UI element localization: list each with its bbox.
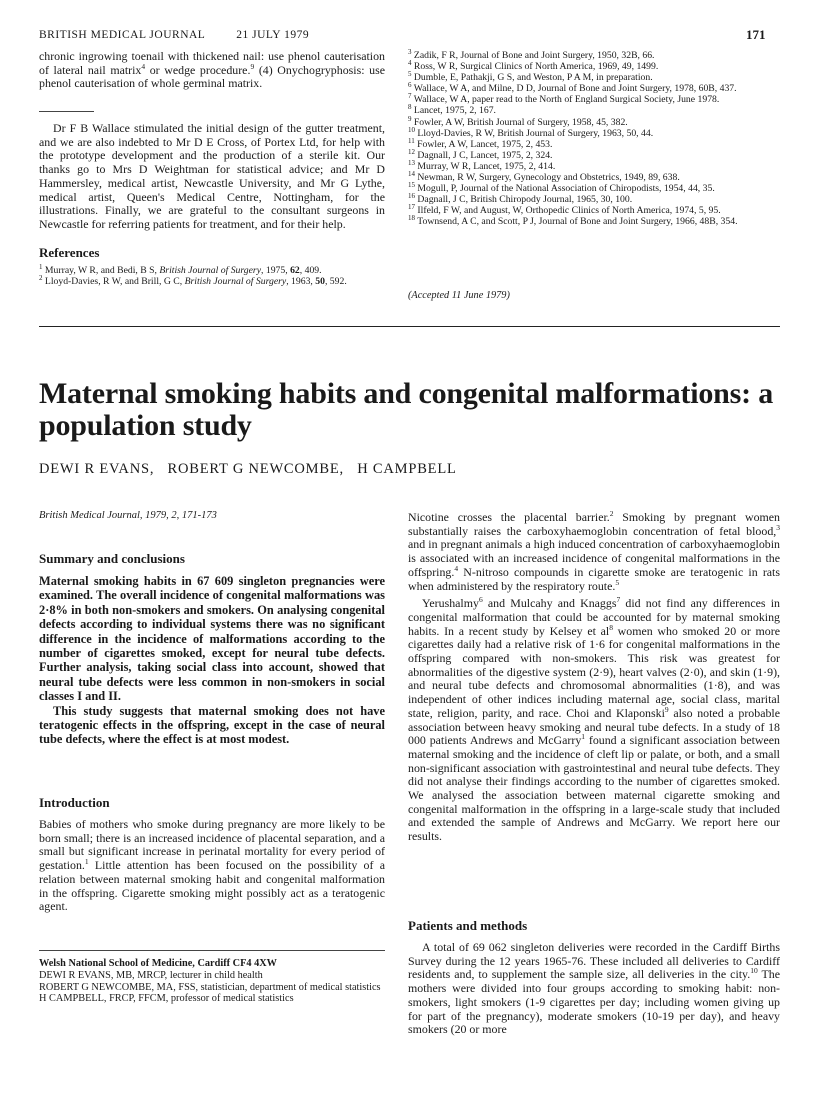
methods-heading: Patients and methods: [408, 918, 528, 933]
divider: [39, 111, 94, 112]
accepted-date: (Accepted 11 June 1979): [408, 290, 510, 301]
reference-text: Mogull, P, Journal of the National Association of Chiropodists, 1954, 44, 35.: [415, 183, 715, 195]
reference-item: [408, 114, 780, 128]
reference-item: [408, 47, 780, 61]
reference-item: [408, 136, 780, 150]
reference-number: 16: [408, 191, 415, 200]
reference-item: [408, 125, 780, 139]
article-authors: DEWI R EVANS, ROBERT G NEWCOMBE, H CAMPBELL: [39, 461, 457, 477]
body-paragraph: Nicotine crosses the placental barrier.$^2$ Smoking by pregnant women substantially raises the carboxyhaemoglobin concentration of fetal blood,$^3$ and in pregnant animals a high induced concentration of carboxyhaemoglobin is associated with an increased incidence of congenital malformations in the offspring.$^4$ N-nitroso compounds in cigarette smoke are teratogenic in rats when administered by the respiratory route.$^5$: [408, 509, 780, 593]
reference-number: 15: [408, 180, 415, 189]
reference-number: 7: [408, 92, 412, 101]
references-heading: References: [39, 245, 100, 260]
reference-text: Murray, W R, Lancet, 1975, 2, 414.: [415, 160, 556, 172]
reference-text: Townsend, A C, and Scott, P J, Journal of Bone and Joint Surgery, 1966, 48B, 354.: [415, 216, 738, 228]
reference-number: 11: [408, 136, 415, 145]
reference-item: [408, 94, 780, 105]
introduction-heading: Introduction: [39, 795, 110, 810]
reference-item: [408, 216, 780, 227]
summary-heading: Summary and conclusions: [39, 551, 185, 566]
summary-paragraph: Maternal smoking habits in 67 609 singleton pregnancies were examined. The overall incidence of congenital malformations was 2·8% in both non-smokers and smokers. On analysing congenital defects according to individual systems there was no significant difference in the incidence of malformations according to the number of cigarettes smoked, except for neural tube defects. Further analysis, taking social class into account, showed that neural tube defects were less common in non-smokers in social classes I and II.: [39, 574, 385, 704]
reference-item: $^2$ Lloyd-Davies, R W, and Brill, G C, British Journal of Surgery, 1963, 50, 592.: [39, 273, 347, 288]
body-paragraph: Yerushalmy$^6$ and Mulcahy and Knaggs$^7$ did not find any differences in congenital malformation that could be accounted for by maternal smoking habits. In a recent study by Kelsey et $al^8$ women who smoked 20 or more cigarettes daily had a relative risk of 1·6 for congenital malformations in the offspring compared with non-smokers. This risk was greatest for abnormalities of the digestive system (2·9), heart valves (2·0), and skin (1·9), and neural tube defects and chromosomal abnormalities (1·8), and was independent of other indices including maternal age, social class, marital state, religion, parity, and race. Choi and Klaponski$^9$ also noted a probable association between heavy smoking and neural tube defects. In a study of 18 000 patients Andrews and McGarry$^1$ found a significant association between maternal smoking and the incidence of cleft lip or palate, or both, and a small non-significant association with gastrointestinal and neural tube defects. They did not analyse their findings according to the number of cigarettes smoked. We analysed the association between maternal cigarette smoking and congenital malformation in the offspring in a large-scale study that included and extended the sample of Andrews and McGarry. We report here our results.: [408, 595, 780, 844]
reference-text: Lancet, 1975, 2, 167.: [411, 105, 496, 117]
methods-body: [408, 941, 780, 1037]
reference-number: 4: [408, 58, 412, 67]
reference-item: [408, 191, 780, 206]
intro-paragraph: Babies of mothers who smoke during pregnancy are more likely to be born small; there is an increased incidence of placental separation, and a small but significant increase in perinatal mortality for every period of gestation.$^1$ Little attention has been focused on the possibility of a relation between maternal smoking habit and congenital malformation in the offspring. Cigarette smoking might possibly act as a teratogenic agent.: [39, 817, 385, 914]
introduction-body: [39, 818, 385, 914]
methods-paragraph: A total of 69 062 singleton deliveries were recorded in the Cardiff Births Survey during the 12 years 1965-76. These included all deliveries to Cardiff residents and, to supplement the sample size, all deliveries in the city.$^{10}$ The mothers were divided into four groups according to smoking habit: non-smokers, light smokers (1-9 cigarettes per day; including women giving up for part of the pregnancy), moderate smokers (10-19 per day), and heavy smokers (20 or more: [408, 940, 780, 1037]
reference-number: 12: [408, 147, 415, 156]
affiliation-author: DEWI R EVANS, MB, MRCP, lecturer in child health: [39, 969, 263, 981]
reference-text: Fowler, A W, Lancet, 1975, 2, 453.: [414, 138, 553, 150]
affiliation-author: H CAMPBELL, FRCP, FFCM, professor of medical statistics: [39, 993, 294, 1005]
reference-number: 6: [408, 81, 412, 90]
reference-item: [408, 147, 780, 161]
reference-text: Dumble, E, Pathakji, G S, and Weston, P A M, in preparation.: [411, 72, 653, 84]
article-title: Maternal smoking habits and congenital malformations: a population study: [39, 377, 774, 442]
reference-number: 8: [408, 103, 412, 112]
prev-article-left: [39, 50, 385, 91]
reference-item: [408, 58, 780, 73]
citation: British Medical Journal, 1979, 2, 171-173: [39, 510, 217, 521]
references-left: [39, 262, 385, 288]
reference-number: 3: [408, 47, 412, 56]
prev-paragraph: chronic ingrowing toenail with thickened nail: use phenol cauterisation of lateral nail matrix$^4$ or wedge procedure.$^9$ (4) Onychogryphosis: use phenol cauterisation of whole germinal matrix.: [39, 49, 385, 91]
affiliations: [39, 958, 385, 1005]
issue-date: 21 JULY 1979: [236, 29, 310, 41]
page-number: 171: [746, 27, 766, 42]
reference-text: Wallace, W A, and Milne, D D, Journal of Bone and Joint Surgery, 1978, 60B, 437.: [411, 83, 737, 95]
reference-item: [408, 205, 780, 216]
references-right: [408, 47, 780, 228]
journal-header: [39, 29, 309, 41]
reference-text: Zadik, F R, Journal of Bone and Joint Surgery, 1950, 32B, 66.: [411, 50, 655, 61]
affiliation-school: Welsh National School of Medicine, Cardiff CF4 4XW: [39, 958, 277, 969]
reference-text: Newman, R W, Surgery, Gynecology and Obstetrics, 1949, 89, 638.: [415, 172, 680, 184]
reference-item: [408, 180, 780, 195]
reference-text: Ross, W R, Surgical Clinics of North America, 1969, 49, 1499.: [411, 61, 659, 73]
reference-number: 10: [408, 125, 415, 134]
acknowledgements: Dr F B Wallace stimulated the initial design of the gutter treatment, and we are also indebted to Mr D E Cross, of Portex Ltd, for help with the prototype development and the production of a sterile kit. Our thanks go to Mrs D Weightman for statistical advice; and Mr D Hammersley, medical artist, Newcastle University, and Mr G Lythe, medical artist, Queen's Medical Centre, Nottingham, for the illustrations. Finally, we are grateful to the consultant surgeons in Newcastle for referring patients for treatment, and for their help.: [39, 121, 385, 231]
reference-number: 5: [408, 69, 412, 78]
reference-item: [408, 158, 780, 172]
reference-item: [408, 169, 780, 184]
reference-number: 9: [408, 114, 412, 123]
reference-number: 14: [408, 169, 415, 178]
reference-number: 13: [408, 158, 415, 167]
affiliation-author: ROBERT G NEWCOMBE, MA, FSS, statistician, department of medical statistics: [39, 981, 381, 993]
reference-item: $^1$ Murray, W R, and Bedi, B S, British Journal of Surgery, 1975, 62, 409.: [39, 262, 322, 276]
journal-name: BRITISH MEDICAL JOURNAL: [39, 29, 205, 41]
reference-number: 18: [408, 214, 415, 223]
section-rule: [39, 326, 780, 327]
reference-text: Lloyd-Davies, R W, British Journal of Surgery, 1963, 50, 44.: [415, 127, 654, 139]
reference-text: Dagnall, J C, Lancet, 1975, 2, 324.: [415, 149, 553, 161]
reference-number: 17: [408, 203, 415, 212]
reference-text: Dagnall, J C, British Chiropody Journal, 1965, 30, 100.: [415, 194, 633, 206]
reference-item: [408, 83, 780, 94]
reference-item: [408, 69, 780, 84]
summary: [39, 574, 385, 747]
reference-text: Wallace, W A, paper read to the North of England Surgical Society, June 1978.: [411, 94, 720, 106]
reference-item: [408, 105, 780, 116]
summary-paragraph: This study suggests that maternal smoking does not have teratogenic effects in the offspring, except in the case of neural tube defects, where the effect is at most modest.: [39, 703, 385, 747]
reference-text: Fowler, A W, British Journal of Surgery, 1958, 45, 382.: [411, 116, 628, 128]
right-column: [408, 511, 780, 844]
reference-text: Ilfeld, F W, and August, W, Orthopedic Clinics of North America, 1974, 5, 95.: [415, 205, 721, 217]
affiliation-rule: [39, 950, 385, 951]
